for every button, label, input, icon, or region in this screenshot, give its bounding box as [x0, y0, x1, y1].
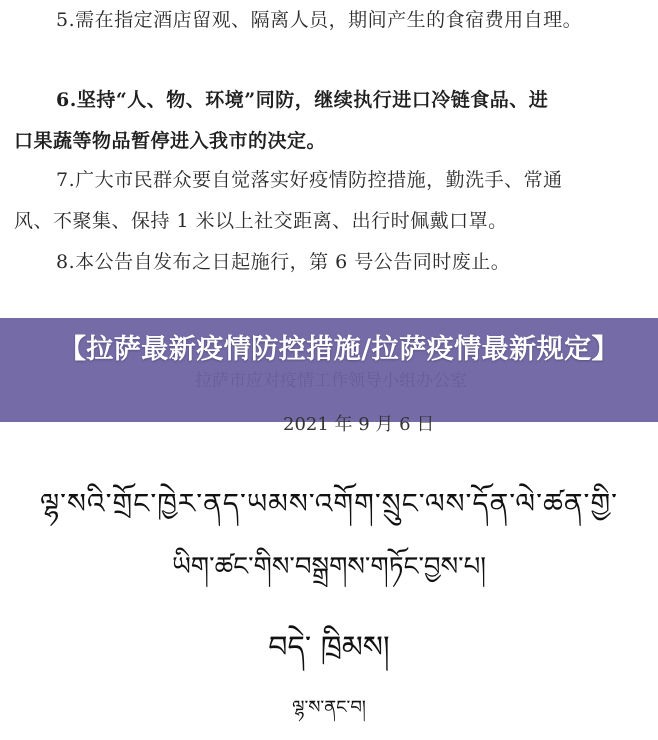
notice-item-6-line2: 口果蔬等物品暂停进入我市的决定。	[14, 130, 327, 152]
tibetan-line-4: ལྷ་ས་ནང་བ།	[292, 697, 366, 718]
notice-item-7	[14, 160, 640, 242]
title-banner	[0, 318, 658, 422]
notice-item-8-text: 8.本公告自发布之日起施行，第 6 号公告同时废止。	[56, 251, 511, 273]
notice-item-5	[14, 0, 640, 41]
notice-item-5-text: 5.需在指定酒店留观、隔离人员，期间产生的食宿费用自理。	[56, 9, 583, 31]
tibetan-line-3: བདེ་ ཁྲིམས།	[268, 630, 390, 665]
banner-title: 【拉萨最新疫情防控措施/拉萨疫情最新规定】	[58, 334, 620, 365]
notice-item-6	[14, 80, 640, 162]
notice-item-7-line2: 风、不聚集、保持 1 米以上社交距离、出行时佩戴口罩。	[14, 210, 508, 232]
notice-item-6-line1: 6.坚持“人、物、环境”同防，继续执行进口冷链食品、进	[56, 89, 549, 111]
notice-item-7-line1: 7.广大市民群众要自觉落实好疫情防控措施，勤洗手、常通	[56, 169, 563, 191]
tibetan-line-1: ལྷ་སའི་གྲོང་ཁྱེར་ནད་ཡམས་འགོག་སྲུང་ལས་དོན་ལེ་ཚན་གྱི་	[39, 487, 619, 520]
notice-item-8	[14, 242, 640, 283]
issue-date: 2021 年 9 月 6 日	[283, 414, 435, 435]
tibetan-line-2: ཡིག་ཚང་གིས་བསྒྲགས་གཏོང་བྱས་པ།	[171, 552, 487, 582]
